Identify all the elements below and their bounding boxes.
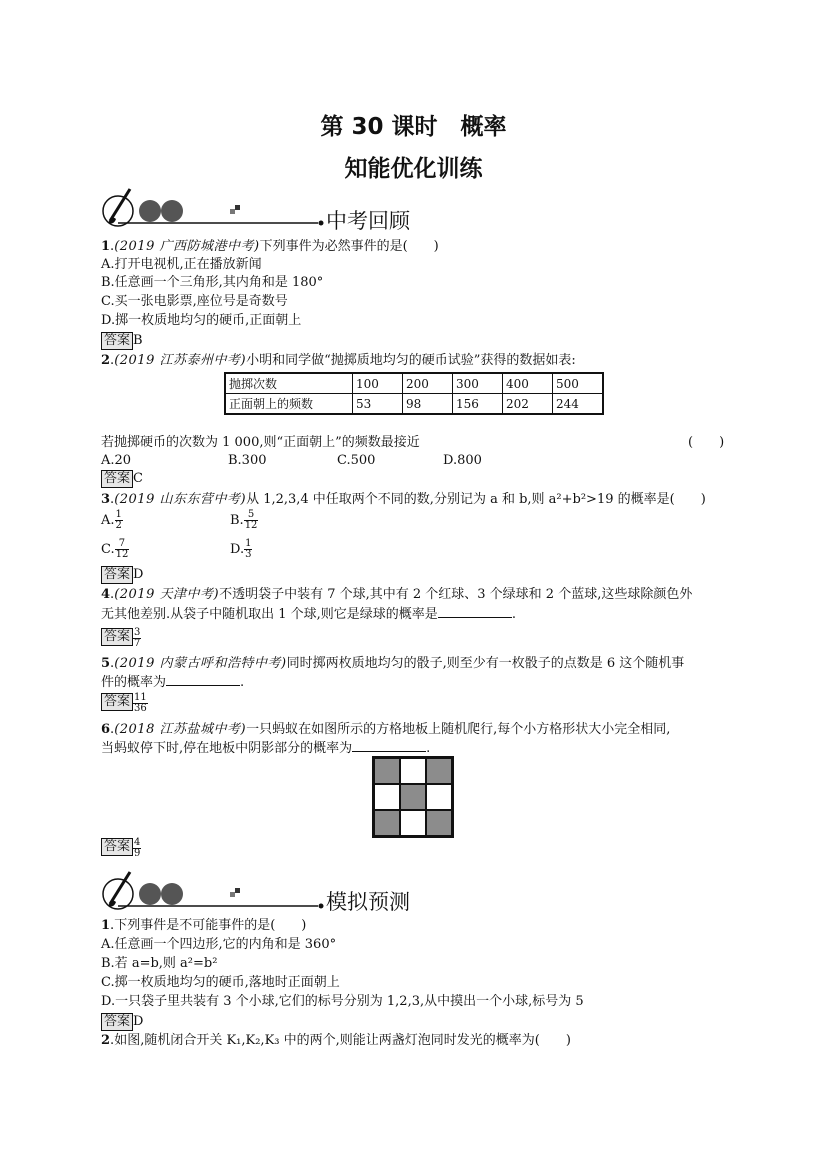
- q4-stem-line1: 4.(2019 天津中考)不透明袋子中装有 7 个球,其中有 2 个红球、3 个绿球和 2 个蓝球,这些球除颜色外: [101, 587, 693, 602]
- section-header-2: [100, 866, 440, 916]
- p1-option-d: D.一只袋子里共装有 3 个小球,它们的标号分别为 1,2,3,从中摸出一个小球,标号为 5: [101, 994, 584, 1009]
- q6-stem-line1: 6.(2018 江苏盐城中考)一只蚂蚁在如图所示的方格地板上随机爬行,每个小方格形状大小完全相同,: [101, 722, 671, 737]
- table-cell: 98: [403, 394, 453, 415]
- grid-cell: [426, 784, 452, 810]
- page-title: 第 30 课时 概率: [320, 114, 507, 140]
- q5-stem-line2: 件的概率为 .: [101, 675, 245, 690]
- table-header-cell: 正面朝上的频数: [225, 394, 353, 415]
- table-cell: 400: [503, 373, 553, 394]
- p1-option-a: A.任意画一个四边形,它的内角和是 360°: [101, 937, 337, 952]
- q3-option-a: A. $\frac{1}{2}$: [101, 509, 122, 531]
- q3-stem: 3.(2019 山东东营中考)从 1,2,3,4 中任取两个不同的数,分别记为 a 和 b,则 a²+b²>19 的概率是( ): [101, 492, 706, 507]
- grid-cell-shaded: [426, 758, 452, 784]
- answer-blank: [166, 673, 240, 686]
- q5-answer: 答案 $\frac{11}{36}$: [101, 693, 148, 714]
- section-title-review: 中考回顾: [326, 209, 410, 233]
- answer-blank: [438, 605, 512, 618]
- page-subtitle: 知能优化训练: [344, 156, 483, 182]
- table-cell: 300: [453, 373, 503, 394]
- table-cell: 244: [553, 394, 604, 415]
- q6-stem-line2: 当蚂蚁停下时,停在地板中阴影部分的概率为 .: [101, 741, 431, 756]
- grid-cell: [400, 758, 426, 784]
- p1-stem: 1.下列事件是不可能事件的是( ): [101, 918, 307, 933]
- q2-option-c: C.500: [337, 453, 376, 468]
- q4-answer: 答案 $\frac{3}{7}$: [101, 628, 141, 649]
- section-header-1: [100, 183, 440, 233]
- q5-stem-line1: 5.(2019 内蒙古呼和浩特中考)同时掷两枚质地均匀的骰子,则至少有一枚骰子的点数是 6 这个随机事: [101, 656, 685, 671]
- q2-answer: 答案 C: [101, 470, 143, 488]
- q2-stem: 2.(2019 江苏泰州中考)小明和同学做“抛掷质地均匀的硬币试验”获得的数据如表:: [101, 353, 576, 368]
- p1-answer: 答案 D: [101, 1013, 143, 1031]
- q3-option-c: C. $\frac{7}{12}$: [101, 538, 129, 560]
- table-cell: 200: [403, 373, 453, 394]
- q2-paren: ( ): [688, 435, 725, 450]
- grid-cell-shaded: [426, 810, 452, 836]
- grid-cell: [374, 784, 400, 810]
- table-cell: 53: [353, 394, 403, 415]
- q2-question: 若抛掷硬币的次数为 1 000,则“正面朝上”的频数最接近: [101, 435, 420, 450]
- q6-answer: 答案 $\frac{4}{9}$: [101, 838, 141, 859]
- q1-answer: 答案 B: [101, 332, 143, 350]
- grid-cell: [400, 810, 426, 836]
- q1-option-d: D.掷一枚质地均匀的硬币,正面朝上: [101, 313, 302, 328]
- grid-cell-shaded: [374, 810, 400, 836]
- section-title-mock: 模拟预测: [326, 890, 410, 914]
- frequency-table: [224, 372, 604, 415]
- q1-option-a: A.打开电视机,正在播放新闻: [101, 257, 262, 272]
- q1-option-c: C.买一张电影票,座位号是奇数号: [101, 294, 288, 309]
- q2-option-d: D.800: [443, 453, 482, 468]
- answer-blank: [352, 739, 426, 752]
- grid-cell-shaded: [400, 784, 426, 810]
- table-row: [225, 394, 603, 415]
- q1-stem: 1.(2019 广西防城港中考)下列事件为必然事件的是( ): [101, 239, 439, 254]
- table-header-cell: 抛掷次数: [225, 373, 353, 394]
- q3-option-d: D. $\frac{1}{3}$: [230, 538, 252, 560]
- floor-grid-figure: [372, 756, 454, 838]
- table-cell: 202: [503, 394, 553, 415]
- p1-option-b: B.若 a=b,则 a²=b²: [101, 956, 218, 971]
- q4-stem-line2: 无其他差别.从袋子中随机取出 1 个球,则它是绿球的概率是 .: [101, 607, 516, 622]
- q3-answer: 答案 D: [101, 566, 143, 584]
- p1-option-c: C.掷一枚质地均匀的硬币,落地时正面朝上: [101, 975, 340, 990]
- q2-option-b: B.300: [228, 453, 267, 468]
- grid-cell-shaded: [374, 758, 400, 784]
- table-row: [225, 373, 603, 394]
- q1-option-b: B.任意画一个三角形,其内角和是 180°: [101, 275, 324, 290]
- q3-option-b: B. $\frac{5}{12}$: [230, 509, 258, 531]
- table-cell: 500: [553, 373, 604, 394]
- p2-stem: 2.如图,随机闭合开关 K₁,K₂,K₃ 中的两个,则能让两盏灯泡同时发光的概率为( ): [101, 1033, 571, 1048]
- table-cell: 100: [353, 373, 403, 394]
- table-cell: 156: [453, 394, 503, 415]
- q2-option-a: A.20: [101, 453, 132, 468]
